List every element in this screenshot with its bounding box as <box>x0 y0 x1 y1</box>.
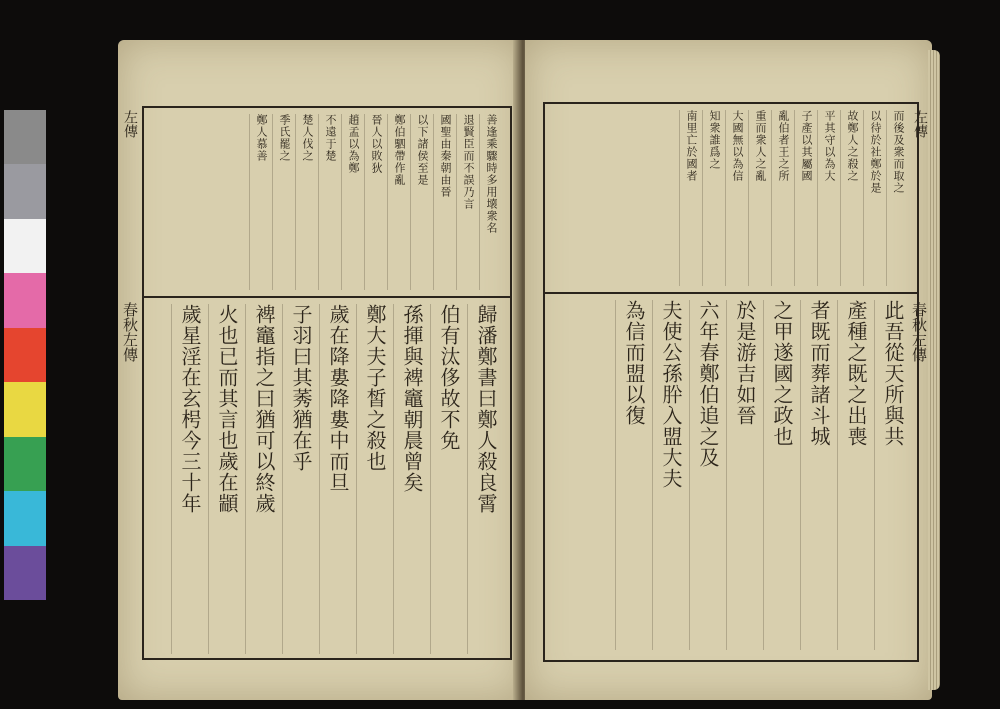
text-column: 鄭人慕善 <box>249 114 272 290</box>
color-swatch <box>4 219 46 273</box>
right-text-frame <box>543 102 919 662</box>
right-margin-title: 左傳 <box>912 110 928 138</box>
color-swatch <box>4 382 46 436</box>
text-column: 鄭大夫子皙之殺也 <box>356 304 393 654</box>
text-column: 故鄭人之殺之 <box>840 110 863 286</box>
text-column: 鄭伯駟帶作亂 <box>387 114 410 290</box>
color-swatch <box>4 110 46 164</box>
text-column: 火也已而其言也歲在顓 <box>208 304 245 654</box>
text-column: 以待於社鄭於是 <box>863 110 886 286</box>
left-main-text-block <box>150 304 504 654</box>
text-column: 季氏罷之 <box>272 114 295 290</box>
right-page <box>525 40 932 700</box>
text-column: 裨竈指之曰猶可以終歲 <box>245 304 282 654</box>
text-column: 者既而葬諸斗城 <box>800 300 837 650</box>
text-column: 平其守以為大 <box>817 110 840 286</box>
text-column: 退賢臣而不誤乃言 <box>456 114 479 290</box>
left-divider <box>144 296 510 298</box>
left-page <box>118 40 523 700</box>
text-column: 歸潘鄭書曰鄭人殺良霄 <box>467 304 504 654</box>
left-text-frame <box>142 106 512 660</box>
right-commentary-block <box>553 110 909 286</box>
right-main-text-block <box>551 300 911 650</box>
color-swatch <box>4 437 46 491</box>
text-column: 歲在降婁降婁中而旦 <box>319 304 356 654</box>
text-column: 大國無以為信 <box>725 110 748 286</box>
text-column: 歲星淫在玄枵今三十年 <box>171 304 208 654</box>
text-column: 楚人伐之 <box>295 114 318 290</box>
text-column: 以下諸侯至是 <box>410 114 433 290</box>
text-column: 不遠于楚 <box>318 114 341 290</box>
text-column: 知衆誰爲之 <box>702 110 725 286</box>
text-column: 為信而盟以復 <box>615 300 652 650</box>
text-column: 孫揮與裨竈朝晨曾矣 <box>393 304 430 654</box>
text-column: 於是游吉如晉 <box>726 300 763 650</box>
text-column: 六年春鄭伯追之及 <box>689 300 726 650</box>
color-calibration-strip <box>4 110 46 600</box>
text-column: 亂伯者王之所 <box>771 110 794 286</box>
text-column: 善逢乘驟時多用壊衆名 <box>479 114 502 290</box>
text-column: 伯有汰侈故不免 <box>430 304 467 654</box>
right-divider <box>545 292 917 294</box>
color-swatch <box>4 164 46 218</box>
text-column: 子羽曰其莠猶在乎 <box>282 304 319 654</box>
color-swatch <box>4 328 46 382</box>
text-column: 夫使公孫肸入盟大夫 <box>652 300 689 650</box>
text-column: 子產以其屬國 <box>794 110 817 286</box>
text-column: 此吾從天所與共 <box>874 300 911 650</box>
open-book <box>108 40 940 700</box>
right-margin-subtitle: 春秋左傳 <box>910 302 928 362</box>
left-margin-subtitle: 春秋左傳 <box>121 302 139 362</box>
text-column: 晉人以敗狄 <box>364 114 387 290</box>
color-swatch <box>4 546 46 600</box>
left-commentary-block <box>152 114 502 290</box>
left-margin-title: 左傳 <box>122 110 138 138</box>
text-column: 重而衆人之亂 <box>748 110 771 286</box>
page-edges <box>928 50 940 690</box>
text-column: 產種之既之出喪 <box>837 300 874 650</box>
color-swatch <box>4 491 46 545</box>
text-column: 之甲遂國之政也 <box>763 300 800 650</box>
text-column: 而後及衆而取之 <box>886 110 909 286</box>
text-column: 國聖由秦朝由晉 <box>433 114 456 290</box>
text-column: 趙孟以為鄭 <box>341 114 364 290</box>
text-column: 南里亡於國者 <box>679 110 702 286</box>
color-swatch <box>4 273 46 327</box>
